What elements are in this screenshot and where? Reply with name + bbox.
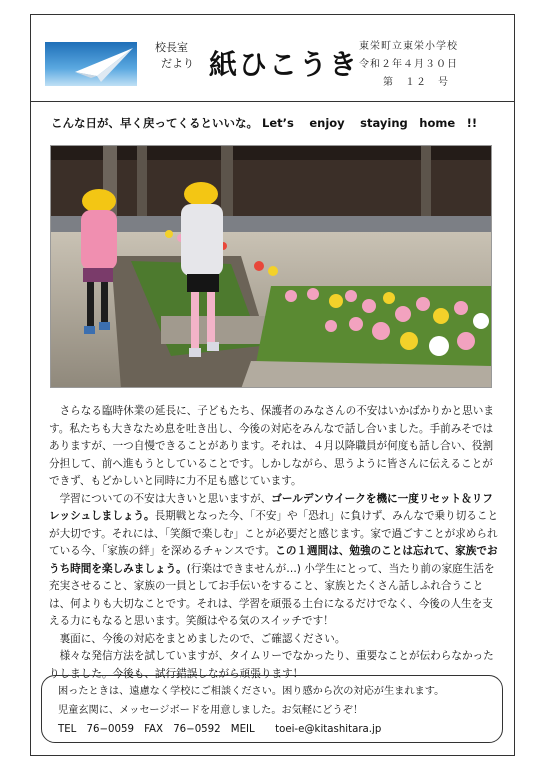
contact-box xyxy=(41,675,503,743)
paragraph-1: さらなる臨時休業の延長に、子どもたち、保護者のみなさんの不安はいかばかりかと思います。私たちも大きなため息を吐き出し、今後の対応をみんなで話し合いました。手前みそではありますが、一つ自慢できることがあります。それは、４月以降職員が何度も話し合い、役割分担して、前へ進もうとしていることです。しかしながら、思うように皆さんに伝えることができず、もどかしいと同時に力不足も感じています。 xyxy=(49,405,494,487)
contact-line-1: 困ったときは、遠慮なく学校にご相談ください。困り感から次の対応が生まれます。 xyxy=(58,686,445,697)
issue-number: 第 １２ 号 xyxy=(383,77,449,88)
paragraph-3: 裏面に、今後の対応をまとめましたので、ご確認ください。 xyxy=(59,632,346,645)
issue-date: 令和２年４月３０日 xyxy=(359,59,458,70)
photo-illustration xyxy=(51,146,492,388)
paragraph-2-bold-b: この１週間は、勉強のことは忘れて、家族でおうち時間を楽しみましょう。 xyxy=(49,545,498,575)
newsletter-title: 紙ひこうき xyxy=(209,48,360,81)
contact-line-2: 児童玄関に、メッセージボードを用意しました。お気軽にどうぞ！ xyxy=(58,705,364,716)
paragraph-2-part-c: 長期戦となった今、「不安」や「恐れ」に負けず、みんなで乗り切ることが大切です。それには、「笑顔で楽しむ」ことが必要だと感じます。家で過ごすことが求められている今、「家族の絆」を深めるチャンスです。 xyxy=(49,510,499,557)
paragraph-4: 様々な発信方法を試していますが、タイムリーでなかったり、重要なことが伝わらなかったりしました。今後も、試行錯誤しながら頑張ります！ xyxy=(49,650,494,680)
headline: こんな日が、早く戻ってくるといいな。 Let’s enjoy staying home !! xyxy=(51,116,478,130)
letter-label: だより xyxy=(161,57,194,70)
paper-plane-logo-icon xyxy=(45,42,137,86)
paragraph-2-part-a: 学習についての不安は大きいと思いますが、 xyxy=(59,492,272,505)
newsletter-header xyxy=(31,15,514,102)
contact-line-3: TEL 76−0059 FAX 76−0592 MEIL toei-e@kitashitara.jp xyxy=(58,724,382,735)
school-name: 東栄町立東栄小学校 xyxy=(359,41,458,52)
paragraph-2-part-e: (行楽はできませんが…) 小学生にとって、当たり前の家庭生活を充実させること、家族の一員としてお手伝いをすること、家族とたくさん話しふれ合うことは、何よりも大切なことです。それは、学習を頑張る土台になるだけでなく、今後の人生を支える力にもなると思います。笑顔はやる気のスイッチです！ xyxy=(49,562,495,627)
newsletter-page xyxy=(30,14,515,756)
children-tulips-photo xyxy=(50,145,492,388)
paragraph-2 xyxy=(49,491,499,631)
paragraph-2-bold-a: ゴールデンウイークを機に一度リセット＆リフレッシュしましょう。 xyxy=(49,492,493,522)
principal-office-label: 校長室 xyxy=(155,41,188,54)
body-text xyxy=(49,403,499,683)
